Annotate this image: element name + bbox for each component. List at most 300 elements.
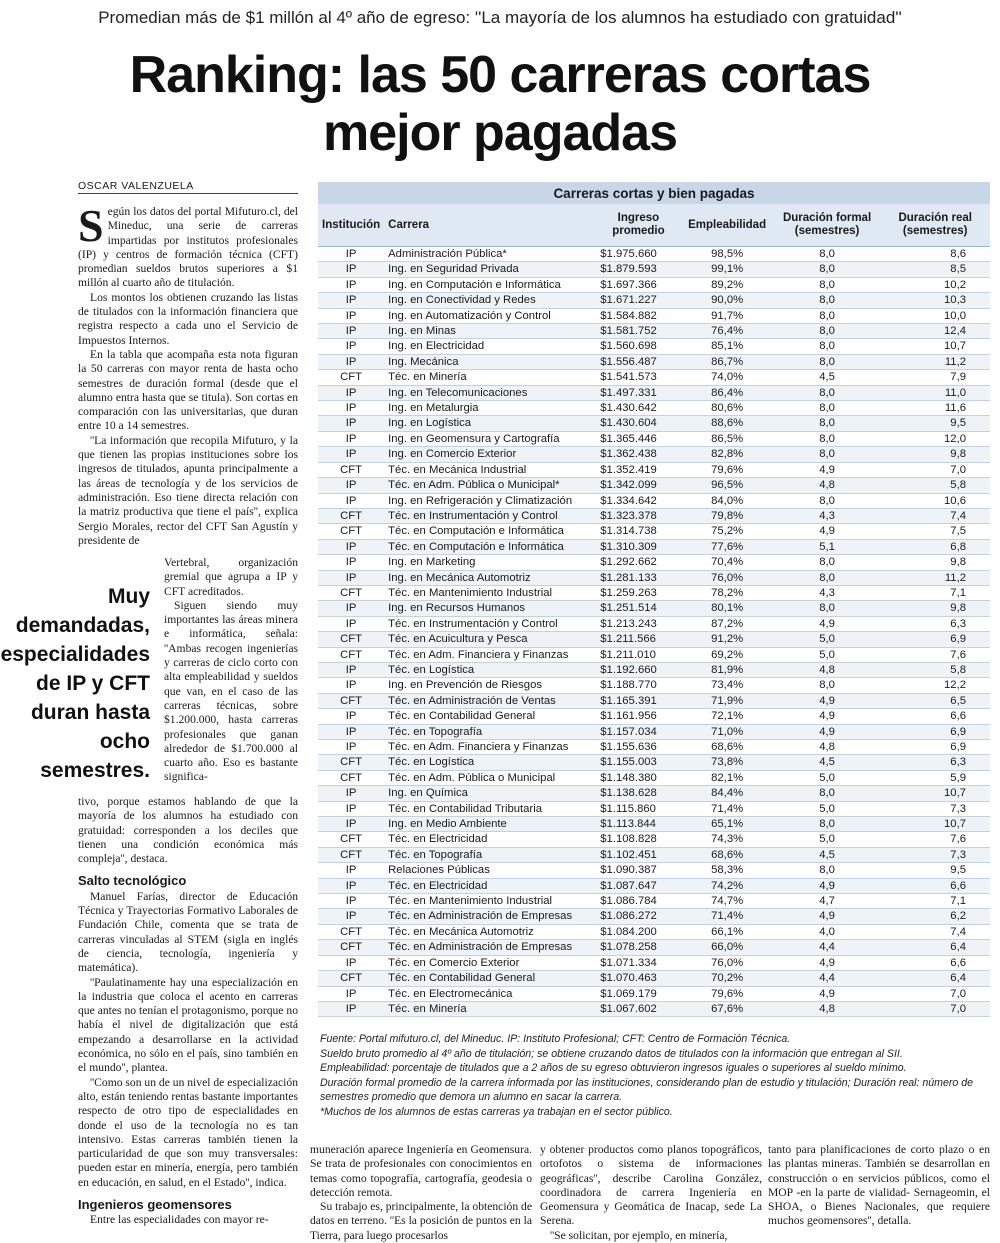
cell-empleabilidad: 73,4%: [681, 678, 774, 693]
cell-empleabilidad: 79,6%: [681, 986, 774, 1001]
cell-empleabilidad: 66,0%: [681, 940, 774, 955]
cell-institucion: CFT: [318, 508, 384, 523]
cell-carrera: Téc. en Adm. Pública o Municipal: [384, 770, 596, 785]
table-row: [318, 740, 990, 755]
cell-carrera: Téc. en Adm. Pública o Municipal*: [384, 478, 596, 493]
cell-institucion: IP: [318, 416, 384, 431]
cell-ingreso: $1.342.099: [596, 478, 680, 493]
cell-duracion-real: 7,4: [880, 508, 990, 523]
table-title: Carreras cortas y bien pagadas: [318, 182, 990, 204]
cell-institucion: IP: [318, 894, 384, 909]
table-row: [318, 863, 990, 878]
table-row: [318, 971, 990, 986]
cell-duracion-formal: 4,9: [774, 909, 881, 924]
cell-empleabilidad: 90,0%: [681, 293, 774, 308]
table-row: [318, 524, 990, 539]
cell-carrera: Téc. en Computación e Informática: [384, 539, 596, 554]
cell-institucion: IP: [318, 878, 384, 893]
cell-duracion-real: 7,0: [880, 1001, 990, 1016]
cell-institucion: IP: [318, 539, 384, 554]
table-header-row: [318, 204, 990, 247]
cell-empleabilidad: 79,6%: [681, 462, 774, 477]
table-row: [318, 632, 990, 647]
table-row: [318, 555, 990, 570]
cell-duracion-real: 6,3: [880, 616, 990, 631]
cell-carrera: Ing. en Computación e Informática: [384, 277, 596, 292]
cell-carrera: Téc. en Topografía: [384, 724, 596, 739]
cell-institucion: IP: [318, 247, 384, 262]
cell-ingreso: $1.365.446: [596, 431, 680, 446]
cell-duracion-formal: 5,0: [774, 647, 881, 662]
cell-duracion-formal: 8,0: [774, 786, 881, 801]
cell-duracion-real: 6,6: [880, 955, 990, 970]
kicker: Promedian más de $1 millón al 4º año de egreso: ''La mayoría de los alumnos ha estudiado con gratuidad'': [98, 8, 902, 27]
cell-carrera: Ing. en Medio Ambiente: [384, 817, 596, 832]
paragraph: ''Como son un de un nivel de especialización alto, están teniendo rentas bastante importantes respecto de otro tipo de especialidades en donde el uso de la tecnología no es tan intensivo. Estas carreras también tienen la particularidad de que son muy transversales: pueden estar en minería, energía, pero también en educación, en salud, en el Estado'', indica.: [78, 1075, 298, 1189]
cell-institucion: IP: [318, 1001, 384, 1016]
cell-empleabilidad: 77,6%: [681, 539, 774, 554]
cell-duracion-real: 7,0: [880, 462, 990, 477]
cell-duracion-real: 6,3: [880, 755, 990, 770]
cell-ingreso: $1.113.844: [596, 817, 680, 832]
cell-institucion: IP: [318, 431, 384, 446]
cell-institucion: IP: [318, 339, 384, 354]
cell-duracion-real: 5,8: [880, 662, 990, 677]
table-row: [318, 401, 990, 416]
cell-empleabilidad: 58,3%: [681, 863, 774, 878]
cell-ingreso: $1.314.738: [596, 524, 680, 539]
cell-ingreso: $1.879.593: [596, 262, 680, 277]
bottom-column-3: [768, 1143, 990, 1229]
cell-duracion-real: 10,7: [880, 817, 990, 832]
cell-ingreso: $1.155.003: [596, 755, 680, 770]
table-row: [318, 647, 990, 662]
cell-institucion: CFT: [318, 971, 384, 986]
cell-empleabilidad: 86,7%: [681, 354, 774, 369]
ranking-table: [318, 204, 990, 1017]
header-empleabilidad: Empleabilidad: [681, 204, 774, 247]
cell-ingreso: $1.211.566: [596, 632, 680, 647]
cell-empleabilidad: 70,2%: [681, 971, 774, 986]
cell-duracion-formal: 5,0: [774, 801, 881, 816]
cell-ingreso: $1.362.438: [596, 447, 680, 462]
cell-ingreso: $1.430.604: [596, 416, 680, 431]
cell-institucion: CFT: [318, 847, 384, 862]
cell-duracion-real: 6,5: [880, 693, 990, 708]
cell-duracion-formal: 8,0: [774, 293, 881, 308]
cell-duracion-formal: 5,0: [774, 632, 881, 647]
table-row: [318, 339, 990, 354]
cell-institucion: CFT: [318, 462, 384, 477]
cell-ingreso: $1.115.860: [596, 801, 680, 816]
pull-quote: Muy demandadas, especialidades de IP y CFT duran hasta ocho semestres.: [0, 585, 150, 782]
cell-ingreso: $1.078.258: [596, 940, 680, 955]
cell-duracion-formal: 4,9: [774, 524, 881, 539]
cell-duracion-real: 10,3: [880, 293, 990, 308]
cell-duracion-formal: 8,0: [774, 247, 881, 262]
cell-duracion-real: 8,5: [880, 262, 990, 277]
table-row: [318, 601, 990, 616]
cell-carrera: Téc. en Mecánica Industrial: [384, 462, 596, 477]
cell-duracion-real: 7,3: [880, 847, 990, 862]
cell-empleabilidad: 74,2%: [681, 878, 774, 893]
cell-carrera: Téc. en Administración de Ventas: [384, 693, 596, 708]
cell-duracion-formal: 4,9: [774, 709, 881, 724]
cell-duracion-formal: 4,5: [774, 370, 881, 385]
table-row: [318, 693, 990, 708]
cell-duracion-real: 9,5: [880, 863, 990, 878]
note-line: Sueldo bruto promedio al 4º año de titulación; se obtiene cruzando datos de titulados con la información que entregan al SII.: [320, 1047, 903, 1060]
cell-empleabilidad: 86,4%: [681, 385, 774, 400]
cell-duracion-formal: 4,4: [774, 971, 881, 986]
table-row: [318, 293, 990, 308]
cell-empleabilidad: 99,1%: [681, 262, 774, 277]
cell-duracion-real: 7,3: [880, 801, 990, 816]
cell-carrera: Téc. en Mantenimiento Industrial: [384, 585, 596, 600]
paragraph: tanto para planificaciones de corto plazo o en las plantas mineras. También se desarrollan en construcción o en servicios públicos, como el MOP -en la parte de vialidad- Sernageomin, el SHOA, o Bienes Nacionales, que requiere muchos geomensores'', detalla.: [768, 1143, 990, 1228]
cell-institucion: IP: [318, 740, 384, 755]
cell-carrera: Ing. en Telecomunicaciones: [384, 385, 596, 400]
cell-duracion-formal: 5,0: [774, 770, 881, 785]
cell-carrera: Téc. en Electricidad: [384, 832, 596, 847]
cell-duracion-formal: 5,1: [774, 539, 881, 554]
cell-carrera: Ing. en Refrigeración y Climatización: [384, 493, 596, 508]
table-row: [318, 986, 990, 1001]
cell-ingreso: $1.497.331: [596, 385, 680, 400]
cell-empleabilidad: 76,0%: [681, 570, 774, 585]
table-row: [318, 585, 990, 600]
cell-institucion: CFT: [318, 940, 384, 955]
cell-institucion: CFT: [318, 585, 384, 600]
cell-carrera: Ing. en Minas: [384, 324, 596, 339]
cell-ingreso: $1.188.770: [596, 678, 680, 693]
cell-duracion-formal: 8,0: [774, 493, 881, 508]
header-ingreso: Ingreso promedio: [596, 204, 680, 247]
cell-empleabilidad: 76,0%: [681, 955, 774, 970]
cell-ingreso: $1.323.378: [596, 508, 680, 523]
cell-duracion-formal: 4,0: [774, 924, 881, 939]
cell-carrera: Téc. en Contabilidad Tributaria: [384, 801, 596, 816]
cell-empleabilidad: 82,1%: [681, 770, 774, 785]
cell-duracion-real: 6,9: [880, 740, 990, 755]
cell-duracion-real: 6,4: [880, 940, 990, 955]
table-body: [318, 247, 990, 1017]
cell-duracion-formal: 8,0: [774, 354, 881, 369]
table-row: [318, 847, 990, 862]
cell-ingreso: $1.087.647: [596, 878, 680, 893]
cell-duracion-real: 11,0: [880, 385, 990, 400]
paragraph: Entre las especialidades con mayor re-: [90, 1213, 269, 1227]
cell-duracion-formal: 4,9: [774, 616, 881, 631]
cell-duracion-formal: 4,3: [774, 585, 881, 600]
cell-carrera: Téc. en Electricidad: [384, 878, 596, 893]
table-row: [318, 955, 990, 970]
cell-institucion: IP: [318, 324, 384, 339]
cell-duracion-real: 7,6: [880, 832, 990, 847]
cell-ingreso: $1.281.133: [596, 570, 680, 585]
cell-duracion-real: 7,4: [880, 924, 990, 939]
cell-empleabilidad: 82,8%: [681, 447, 774, 462]
cell-institucion: IP: [318, 678, 384, 693]
cell-carrera: Ing. en Comercio Exterior: [384, 447, 596, 462]
paragraph: muneración aparece Ingeniería en Geomensura. Se trata de profesionales con conocimientos en temas como topografía, cartografía, geodesia o detección remota.: [310, 1143, 532, 1199]
table-row: [318, 817, 990, 832]
cell-ingreso: $1.213.243: [596, 616, 680, 631]
note-line: Duración formal promedio de la carrera informada por las instituciones, considerando plan de estudio y titulación; Duración real: número de semestres promedio que demora un alumno en sacar la carrera.: [320, 1076, 974, 1103]
cell-carrera: Administración Pública*: [384, 247, 596, 262]
table-row: [318, 755, 990, 770]
cell-duracion-real: 10,7: [880, 786, 990, 801]
cell-duracion-formal: 4,9: [774, 986, 881, 1001]
cell-institucion: CFT: [318, 632, 384, 647]
cell-ingreso: $1.148.380: [596, 770, 680, 785]
cell-carrera: Téc. en Contabilidad General: [384, 709, 596, 724]
cell-ingreso: $1.251.514: [596, 601, 680, 616]
cell-institucion: IP: [318, 616, 384, 631]
cell-institucion: CFT: [318, 693, 384, 708]
cell-carrera: Téc. en Comercio Exterior: [384, 955, 596, 970]
cell-institucion: CFT: [318, 832, 384, 847]
cell-duracion-formal: 8,0: [774, 308, 881, 323]
cell-institucion: IP: [318, 724, 384, 739]
cell-duracion-formal: 8,0: [774, 678, 881, 693]
cell-duracion-formal: 4,3: [774, 508, 881, 523]
cell-duracion-real: 7,9: [880, 370, 990, 385]
cell-empleabilidad: 85,1%: [681, 339, 774, 354]
cell-duracion-formal: 4,9: [774, 878, 881, 893]
cell-duracion-formal: 8,0: [774, 262, 881, 277]
cell-institucion: IP: [318, 909, 384, 924]
cell-duracion-real: 11,6: [880, 401, 990, 416]
cell-institucion: IP: [318, 262, 384, 277]
cell-institucion: IP: [318, 447, 384, 462]
cell-carrera: Téc. en Mantenimiento Industrial: [384, 894, 596, 909]
table-row: [318, 324, 990, 339]
cell-carrera: Téc. en Administración de Empresas: [384, 909, 596, 924]
cell-duracion-formal: 8,0: [774, 339, 881, 354]
cell-carrera: Ing. en Mecánica Automotriz: [384, 570, 596, 585]
cell-empleabilidad: 71,0%: [681, 724, 774, 739]
cell-empleabilidad: 86,5%: [681, 431, 774, 446]
cell-carrera: Téc. en Logística: [384, 755, 596, 770]
cell-duracion-real: 10,2: [880, 277, 990, 292]
table-row: [318, 308, 990, 323]
paragraph: Siguen siendo muy importantes las áreas minera e informática, señala: ''Ambas recogen ingenierías y carreras de ciclo corto con alta empleabilidad y sueldos que van, en el caso de las carreras técnicas, sobre $1.200.000, hasta carreras profesionales que ganan alrededor de $1.700.000 al cuarto año. Eso es bastante significa-: [164, 598, 298, 784]
cell-duracion-real: 7,5: [880, 524, 990, 539]
cell-duracion-real: 5,8: [880, 478, 990, 493]
paragraph: [78, 200, 298, 291]
bottom-column-2: [540, 1143, 762, 1243]
header-duracion-formal: Duración formal (semestres): [774, 204, 881, 247]
cell-empleabilidad: 71,9%: [681, 693, 774, 708]
cell-ingreso: $1.671.227: [596, 293, 680, 308]
cell-ingreso: $1.084.200: [596, 924, 680, 939]
cell-empleabilidad: 84,0%: [681, 493, 774, 508]
cell-duracion-real: 6,6: [880, 709, 990, 724]
cell-duracion-real: 12,0: [880, 431, 990, 446]
cell-duracion-real: 5,9: [880, 770, 990, 785]
cell-duracion-real: 9,8: [880, 447, 990, 462]
paragraph: tivo, porque estamos hablando de que la mayoría de los alumnos ha estudiado con gratuidad: corresponden a los deciles que tienen una condición económica más compleja'', destaca.: [78, 795, 298, 866]
table-row: [318, 385, 990, 400]
cell-duracion-real: 11,2: [880, 354, 990, 369]
cell-empleabilidad: 89,2%: [681, 277, 774, 292]
cell-duracion-formal: 8,0: [774, 817, 881, 832]
cell-duracion-real: 8,6: [880, 247, 990, 262]
cell-institucion: IP: [318, 817, 384, 832]
cell-empleabilidad: 79,8%: [681, 508, 774, 523]
cell-duracion-formal: 4,7: [774, 894, 881, 909]
cell-duracion-formal: 4,9: [774, 724, 881, 739]
cell-carrera: Ing. en Geomensura y Cartografía: [384, 431, 596, 446]
cell-duracion-real: 6,8: [880, 539, 990, 554]
cell-institucion: IP: [318, 662, 384, 677]
cell-institucion: IP: [318, 786, 384, 801]
table-row: [318, 678, 990, 693]
cell-carrera: Téc. en Minería: [384, 370, 596, 385]
table-row: [318, 801, 990, 816]
cell-empleabilidad: 73,8%: [681, 755, 774, 770]
cell-institucion: CFT: [318, 524, 384, 539]
bottom-column-1: [310, 1143, 532, 1243]
table-row: [318, 770, 990, 785]
cell-ingreso: $1.259.263: [596, 585, 680, 600]
table-row: [318, 416, 990, 431]
cell-empleabilidad: 98,5%: [681, 247, 774, 262]
cell-ingreso: $1.560.698: [596, 339, 680, 354]
cell-carrera: Téc. en Instrumentación y Control: [384, 616, 596, 631]
cell-duracion-real: 10,6: [880, 493, 990, 508]
cell-empleabilidad: 65,1%: [681, 817, 774, 832]
cell-duracion-formal: 4,8: [774, 478, 881, 493]
cell-duracion-formal: 8,0: [774, 601, 881, 616]
table-row: [318, 478, 990, 493]
cell-carrera: Ing. en Conectividad y Redes: [384, 293, 596, 308]
cell-ingreso: $1.070.463: [596, 971, 680, 986]
cell-empleabilidad: 80,1%: [681, 601, 774, 616]
table-row: [318, 940, 990, 955]
cell-duracion-formal: 4,5: [774, 755, 881, 770]
cell-empleabilidad: 81,9%: [681, 662, 774, 677]
cell-duracion-real: 7,6: [880, 647, 990, 662]
header-institucion: Institución: [318, 204, 384, 247]
cell-carrera: Ing. en Marketing: [384, 555, 596, 570]
note-line: *Muchos de los alumnos de estas carreras ya trabajan en el sector público.: [320, 1105, 673, 1118]
article-column-1-continued: [78, 795, 298, 1228]
cell-duracion-real: 9,8: [880, 601, 990, 616]
cell-institucion: IP: [318, 555, 384, 570]
table-row: [318, 924, 990, 939]
cell-ingreso: $1.157.034: [596, 724, 680, 739]
table-row: [318, 894, 990, 909]
table-row: [318, 570, 990, 585]
cell-institucion: IP: [318, 801, 384, 816]
headline-line-2: mejor pagadas: [322, 104, 678, 162]
cell-carrera: Ing. en Automatización y Control: [384, 308, 596, 323]
cell-carrera: Relaciones Públicas: [384, 863, 596, 878]
cell-institucion: CFT: [318, 647, 384, 662]
paragraph: ''Se solicitan, por ejemplo, en minería,: [550, 1228, 728, 1242]
cell-ingreso: $1.697.366: [596, 277, 680, 292]
cell-ingreso: $1.161.956: [596, 709, 680, 724]
table-row: [318, 709, 990, 724]
cell-carrera: Téc. en Mecánica Automotriz: [384, 924, 596, 939]
cell-empleabilidad: 80,6%: [681, 401, 774, 416]
table-row: [318, 431, 990, 446]
table-row: [318, 616, 990, 631]
table-row: [318, 493, 990, 508]
paragraph: Su trabajo es, principalmente, la obtención de datos en terreno. ''Es la posición de puntos en la Tierra, para luego procesarlos: [310, 1200, 532, 1242]
cell-institucion: IP: [318, 385, 384, 400]
cell-duracion-real: 11,2: [880, 570, 990, 585]
cell-ingreso: $1.584.882: [596, 308, 680, 323]
table-row: [318, 724, 990, 739]
cell-ingreso: $1.071.334: [596, 955, 680, 970]
cell-ingreso: $1.067.602: [596, 1001, 680, 1016]
cell-duracion-real: 7,0: [880, 986, 990, 1001]
cell-ingreso: $1.541.573: [596, 370, 680, 385]
cell-duracion-formal: 4,8: [774, 662, 881, 677]
cell-empleabilidad: 71,4%: [681, 801, 774, 816]
cell-empleabilidad: 87,2%: [681, 616, 774, 631]
table-row: [318, 832, 990, 847]
cell-carrera: Ing. en Seguridad Privada: [384, 262, 596, 277]
cell-empleabilidad: 68,6%: [681, 740, 774, 755]
paragraph: ''Paulatinamente hay una especialización en la industria que coloca el acento en carreras que antes no tenían el protagonismo, porque no había el nivel de digitalización que está empezando a desarrollarse en la actividad económica, no sólo en el país, sino también en el mundo'', plantea.: [78, 975, 298, 1075]
cell-carrera: Ing. en Electricidad: [384, 339, 596, 354]
cell-duracion-real: 6,2: [880, 909, 990, 924]
cell-duracion-formal: 4,8: [774, 740, 881, 755]
table-row: [318, 539, 990, 554]
cell-institucion: CFT: [318, 770, 384, 785]
cell-institucion: IP: [318, 354, 384, 369]
cell-duracion-formal: 8,0: [774, 385, 881, 400]
cell-duracion-formal: 8,0: [774, 447, 881, 462]
cell-empleabilidad: 74,7%: [681, 894, 774, 909]
table-row: [318, 878, 990, 893]
cell-duracion-formal: 8,0: [774, 555, 881, 570]
cell-carrera: Ing. en Química: [384, 786, 596, 801]
cell-duracion-formal: 8,0: [774, 324, 881, 339]
byline: OSCAR VALENZUELA: [78, 180, 298, 194]
cell-duracion-real: 12,4: [880, 324, 990, 339]
cell-carrera: Ing. en Prevención de Riesgos: [384, 678, 596, 693]
cell-ingreso: $1.090.387: [596, 863, 680, 878]
cell-duracion-real: 10,7: [880, 339, 990, 354]
cell-ingreso: $1.192.660: [596, 662, 680, 677]
cell-ingreso: $1.556.487: [596, 354, 680, 369]
cell-empleabilidad: 72,1%: [681, 709, 774, 724]
table-row: [318, 462, 990, 477]
cell-duracion-real: 6,9: [880, 632, 990, 647]
cell-duracion-formal: 8,0: [774, 416, 881, 431]
cell-empleabilidad: 67,6%: [681, 1001, 774, 1016]
table-row: [318, 262, 990, 277]
cell-empleabilidad: 91,7%: [681, 308, 774, 323]
cell-duracion-formal: 5,0: [774, 832, 881, 847]
cell-empleabilidad: 88,6%: [681, 416, 774, 431]
cell-empleabilidad: 70,4%: [681, 555, 774, 570]
table-row: [318, 354, 990, 369]
cell-institucion: IP: [318, 863, 384, 878]
cell-carrera: Ing. en Metalurgia: [384, 401, 596, 416]
cell-ingreso: $1.069.179: [596, 986, 680, 1001]
cell-institucion: IP: [318, 277, 384, 292]
cell-empleabilidad: 69,2%: [681, 647, 774, 662]
table-row: [318, 786, 990, 801]
cell-empleabilidad: 96,5%: [681, 478, 774, 493]
cell-carrera: Téc. en Acuicultura y Pesca: [384, 632, 596, 647]
